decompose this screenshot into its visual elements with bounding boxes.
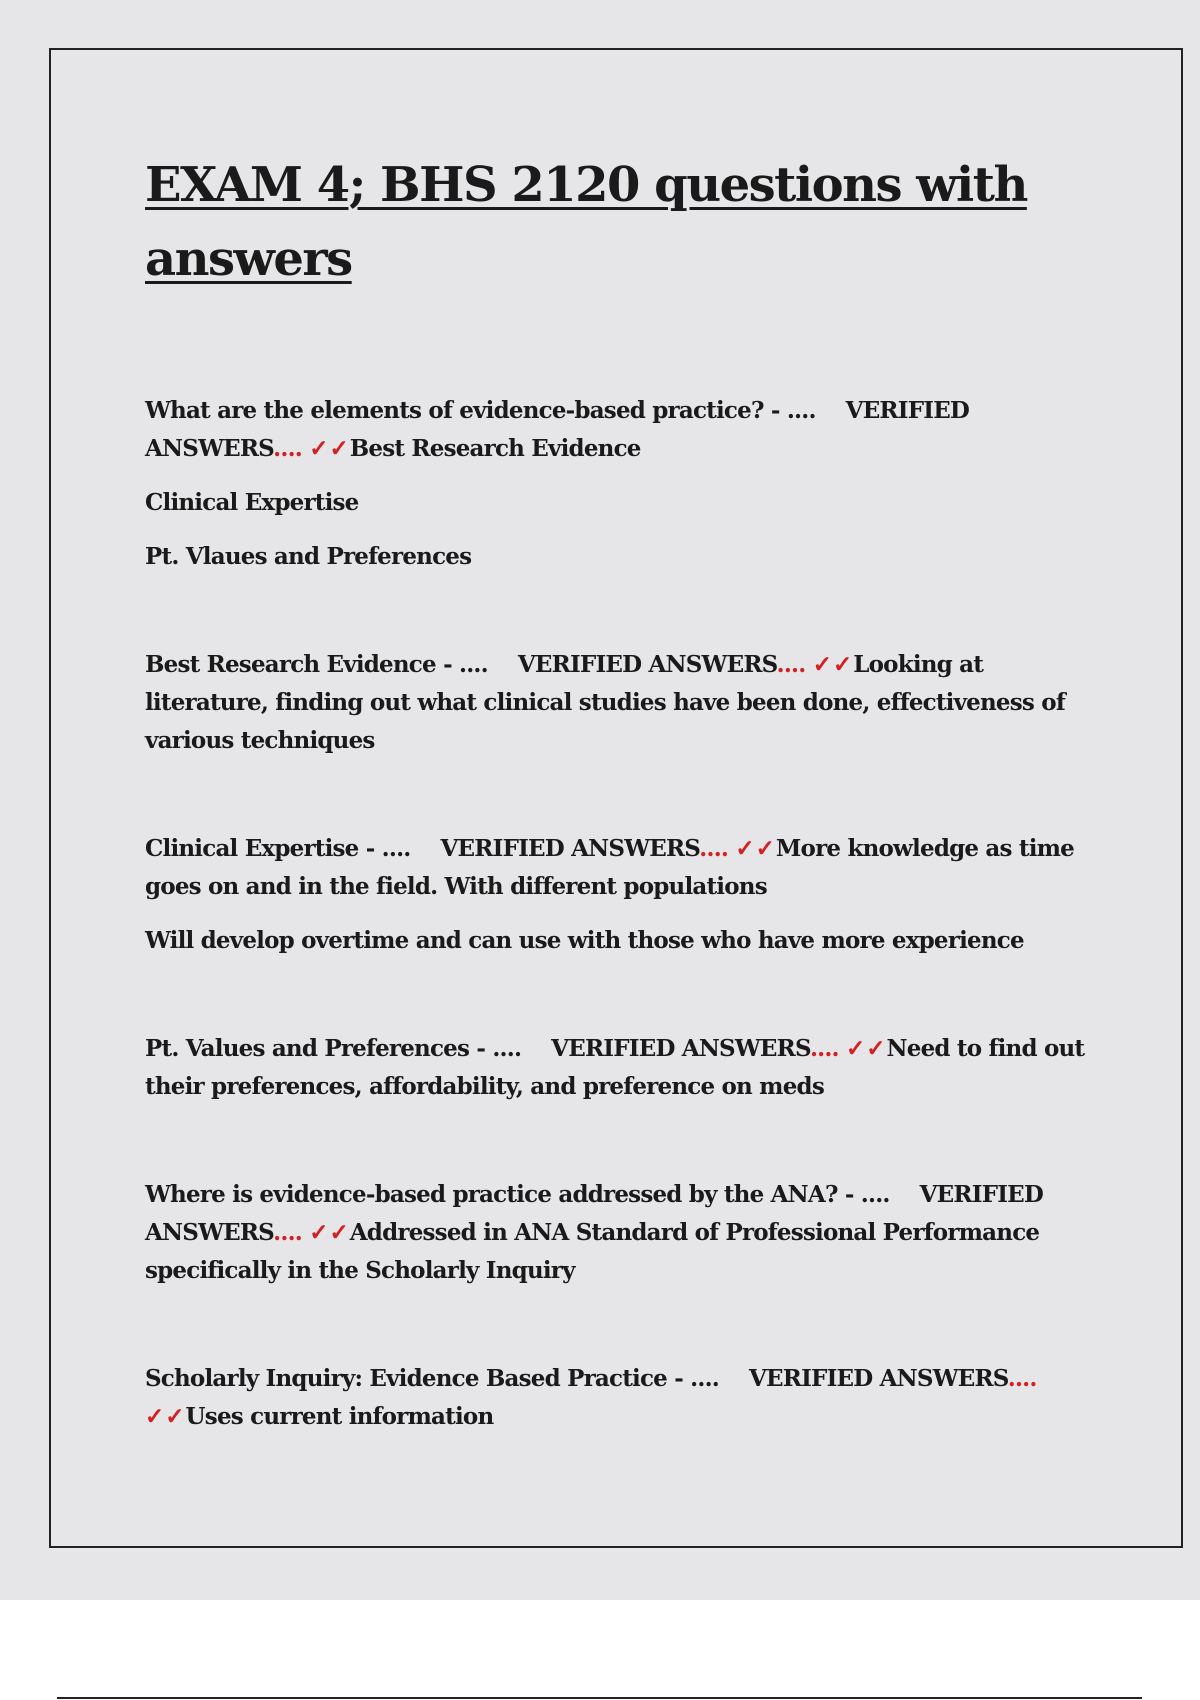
- question-text: Where is evidence-based practice addressed by the ANA?: [145, 1181, 838, 1208]
- double-check-icon: ✓✓: [846, 1035, 887, 1062]
- answer-text: Best Research Evidence: [349, 435, 641, 462]
- qa-entry: [145, 646, 1095, 760]
- qa-item: [145, 830, 1095, 960]
- qa-item: [145, 1360, 1095, 1436]
- verified-label: VERIFIED ANSWERS: [440, 835, 700, 862]
- question-text: What are the elements of evidence-based practice?: [145, 397, 764, 424]
- separator: - ....: [435, 651, 488, 678]
- verified-label: VERIFIED ANSWERS: [551, 1035, 810, 1062]
- question-text: Scholarly Inquiry: Evidence Based Practice: [145, 1365, 667, 1392]
- verified-label: VERIFIED ANSWERS: [517, 651, 777, 678]
- dots: ....: [273, 435, 302, 462]
- dots: ....: [273, 1219, 302, 1246]
- dots: ....: [809, 1035, 839, 1062]
- dots: ....: [776, 651, 806, 678]
- double-check-icon: ✓✓: [735, 835, 776, 862]
- document-title: EXAM 4; BHS 2120 questions with answers: [145, 157, 1027, 287]
- answer-text: More knowledge as time goes on and in the field. With different populations: [145, 835, 1075, 900]
- double-check-icon: ✓✓: [812, 651, 854, 678]
- answer-line: Will develop overtime and can use with those who have more experience: [145, 927, 1024, 954]
- double-check-icon: ✓✓: [309, 435, 350, 462]
- answer-text: Uses current information: [185, 1403, 494, 1430]
- qa-item: [145, 392, 1095, 576]
- qa-entry: [145, 1176, 1095, 1290]
- qa-item: [145, 1030, 1095, 1106]
- qa-item: [145, 646, 1095, 760]
- answer-text: Addressed in ANA Standard of Professional Performance specifically in the Scholarly Inquiry: [145, 1219, 1040, 1284]
- question-text: Clinical Expertise: [145, 835, 359, 862]
- answer-line: Clinical Expertise: [145, 489, 359, 516]
- qa-entry: [145, 392, 1095, 468]
- answer-text: Need to find out their preferences, affordability, and preference on meds: [145, 1035, 1085, 1100]
- qa-entry: [145, 1360, 1095, 1436]
- separator: - ....: [667, 1365, 719, 1392]
- double-check-icon: ✓✓: [309, 1219, 350, 1246]
- verified-label: VERIFIED ANSWERS: [145, 1181, 1044, 1246]
- dots: ....: [1007, 1365, 1037, 1392]
- answer-text: Looking at literature, finding out what clinical studies have been done, effectiveness of various techniques: [145, 651, 1065, 754]
- separator: - ....: [469, 1035, 522, 1062]
- separator: - ....: [358, 835, 411, 862]
- qa-entry: [145, 830, 1095, 906]
- separator: - ....: [837, 1181, 890, 1208]
- verified-label: VERIFIED ANSWERS: [145, 397, 970, 462]
- question-text: Pt. Values and Preferences: [145, 1035, 470, 1062]
- qa-list: [145, 392, 1095, 1436]
- bottom-divider: [57, 1697, 1142, 1699]
- question-text: Best Research Evidence: [145, 651, 436, 678]
- qa-item: [145, 1176, 1095, 1290]
- separator: - ....: [763, 397, 816, 424]
- double-check-icon: ✓✓: [145, 1403, 186, 1430]
- qa-entry: [145, 1030, 1095, 1106]
- dots: ....: [699, 835, 729, 862]
- verified-label: VERIFIED ANSWERS: [749, 1365, 1008, 1392]
- answer-line: Pt. Vlaues and Preferences: [145, 543, 472, 570]
